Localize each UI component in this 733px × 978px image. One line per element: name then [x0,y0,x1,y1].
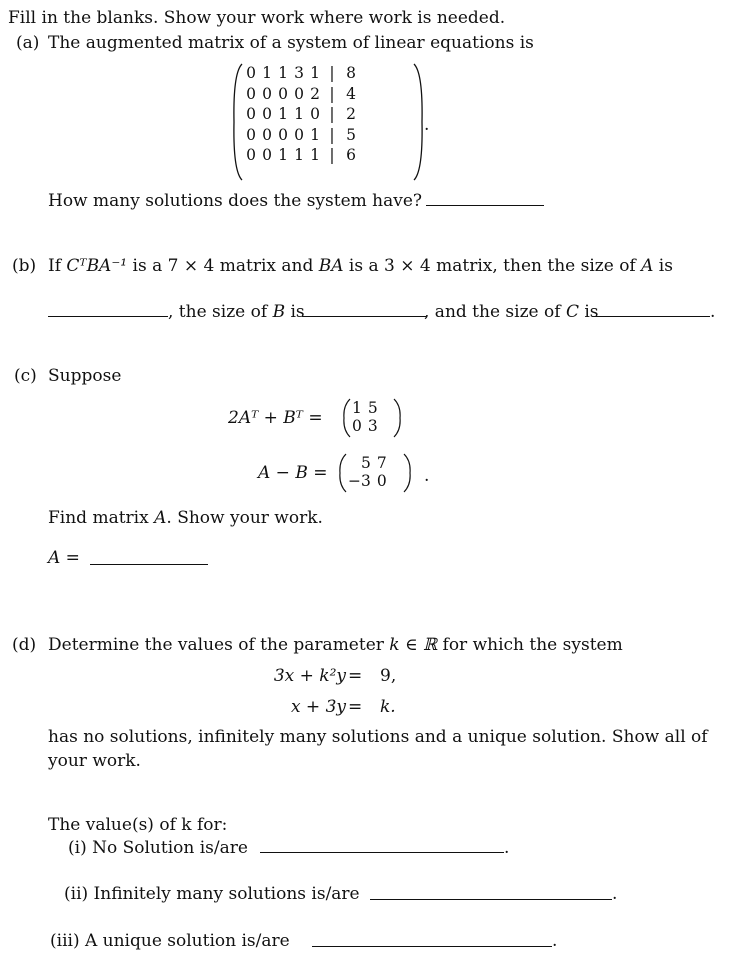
part-d-param: k ∈ ℝ [389,635,438,655]
matrix-cell: 8 [346,64,356,83]
part-d-item-3: (iii) A unique solution is/are [50,931,290,951]
part-a-answer-blank[interactable] [426,205,544,206]
matrix-row [349,417,381,435]
part-d-period: . [552,931,558,951]
matrix-cell: 0 [262,84,272,103]
part-d-values-intro: The value(s) of k for: [48,815,228,835]
matrix-cell: 4 [346,84,356,103]
part-d-line1 [48,635,623,655]
part-b-text: is [285,302,305,322]
part-b-text: is [653,256,673,276]
part-b-text: is [578,302,599,322]
matrix-row [345,454,390,472]
augmented-matrix-table [243,63,361,166]
part-b-expr: C [565,302,579,322]
part-d-text: Determine the values of the parameter [48,635,390,655]
part-b-text: If [48,256,67,276]
matrix-cell: 3 [294,64,304,83]
matrix-row [243,104,361,125]
matrix-cell: 2 [310,84,320,103]
matrix-cell: 0 [352,417,362,435]
matrix-cell: 0 [246,84,256,103]
matrix-cell: 1 [278,105,288,124]
part-d-eq2-eq: = [348,697,363,717]
part-c-find [48,508,323,528]
matrix-cell: 1 [294,105,304,124]
matrix-cell: 2 [346,105,356,124]
matrix-cell: 7 [376,454,387,472]
matrix-cell: 3 [367,417,378,435]
size-of-c-blank[interactable] [592,316,710,317]
matrix-cell: 0 [376,472,387,490]
matrix-cell: −3 [348,472,371,490]
part-d-eq2-lhs: x + 3y [290,697,346,717]
part-d-period: . [504,838,510,858]
part-b-text: is a 7 × 4 matrix and [127,256,319,276]
matrix-cell: 5 [360,454,371,472]
part-b-expr: B [272,302,286,322]
part-c-answer-lhs: A = [48,548,80,568]
part-d-eq2-rhs: k. [380,697,396,717]
matrix-cell: 0 [262,105,272,124]
part-c-eq1-matrix [345,399,381,435]
matrix-cell: 0 [246,64,256,83]
part-c-eq1-lhs: 2Aᵀ + Bᵀ = [228,408,323,428]
matrix-cell: 1 [278,64,288,83]
matrix-separator: | [329,125,335,144]
part-d-para-1: has no solutions, infinitely many solutions and a unique solution. Show all of [48,727,708,747]
part-d-para-2: your work. [48,751,141,771]
part-c-eq2-lhs: A − B = [258,463,328,483]
matrix-row [243,84,361,105]
matrix-row [349,399,381,417]
intro-text: Fill in the blanks. Show your work where work is needed. [8,8,506,28]
part-c-text: Suppose [48,366,122,386]
matrix-row [243,125,361,146]
matrix-row [243,145,361,166]
part-b-expr: A [641,256,654,276]
part-b-line1 [48,256,673,276]
matrix-cell: 1 [310,64,320,83]
part-c-label: (c) [14,366,37,386]
left-paren-icon [343,398,351,438]
part-d-item-2: (ii) Infinitely many solutions is/are [64,884,360,904]
matrix-row [243,63,361,84]
part-b-expr: BA [318,256,344,276]
part-d-eq1-rhs: 9, [380,666,397,686]
part-d-label: (d) [12,635,37,655]
part-c-find-text: . Show your work. [166,508,323,528]
part-b-line2-b [424,302,599,322]
matrix-cell: 1 [352,399,362,417]
no-solution-blank[interactable] [260,852,504,853]
right-paren-icon [393,398,401,438]
matrix-separator: | [329,84,335,103]
part-d-text: for which the system [437,635,623,655]
part-b-text: is a 3 × 4 matrix, then the size of [343,256,642,276]
matrix-cell: 6 [346,146,356,165]
matrix-cell: 1 [310,125,320,144]
part-c-eq2-period: . [424,466,430,486]
part-b-expr: CᵀBA⁻¹ [66,256,128,276]
matrix-cell: 5 [367,399,378,417]
matrix-cell: 1 [310,146,320,165]
part-d-eq1-eq: = [348,666,363,686]
matrix-separator: | [329,105,335,124]
part-b-line2-a [168,302,305,322]
matrix-cell: 0 [246,125,256,144]
matrix-row [345,472,390,490]
matrix-cell: 0 [310,105,320,124]
matrix-cell: 0 [294,84,304,103]
matrix-cell: 0 [262,146,272,165]
left-paren-icon [339,453,347,493]
matrix-cell: 0 [278,125,288,144]
part-a-period: . [424,115,430,135]
part-b-period: . [710,302,716,322]
matrix-cell: 1 [262,64,272,83]
part-c-eq2-matrix [341,454,390,490]
right-paren-icon [403,453,411,493]
part-c-find-var: A [154,508,167,528]
matrix-separator: | [329,64,335,83]
part-d-eq1-lhs: 3x + k²y [273,666,346,686]
part-d-period: . [612,884,618,904]
matrix-cell: 0 [278,84,288,103]
matrix-cell: 0 [246,105,256,124]
part-c-find-text: Find matrix [48,508,155,528]
infinite-solutions-blank[interactable] [370,899,612,900]
matrix-separator: | [329,146,335,165]
augmented-matrix [243,63,361,166]
right-paren-icon [413,63,423,181]
part-b-text: , and the size of [424,302,566,322]
part-b-text: , the size of [168,302,273,322]
part-a-question: How many solutions does the system have? [48,191,423,211]
left-paren-icon [233,63,243,181]
matrix-cell: 0 [294,125,304,144]
matrix-cell: 0 [246,146,256,165]
part-a-label: (a) [16,33,40,53]
matrix-cell: 1 [294,146,304,165]
matrix-cell: 5 [346,125,356,144]
unique-solution-blank[interactable] [312,946,552,947]
part-b-label: (b) [12,256,37,276]
part-d-item-1: (i) No Solution is/are [68,838,248,858]
matrix-a-answer-blank[interactable] [90,564,208,565]
part-a-text: The augmented matrix of a system of linear equations is [48,33,534,53]
matrix-cell: 1 [278,146,288,165]
matrix-cell: 0 [262,125,272,144]
size-of-a-blank[interactable] [48,316,168,317]
size-of-b-blank[interactable] [302,316,426,317]
